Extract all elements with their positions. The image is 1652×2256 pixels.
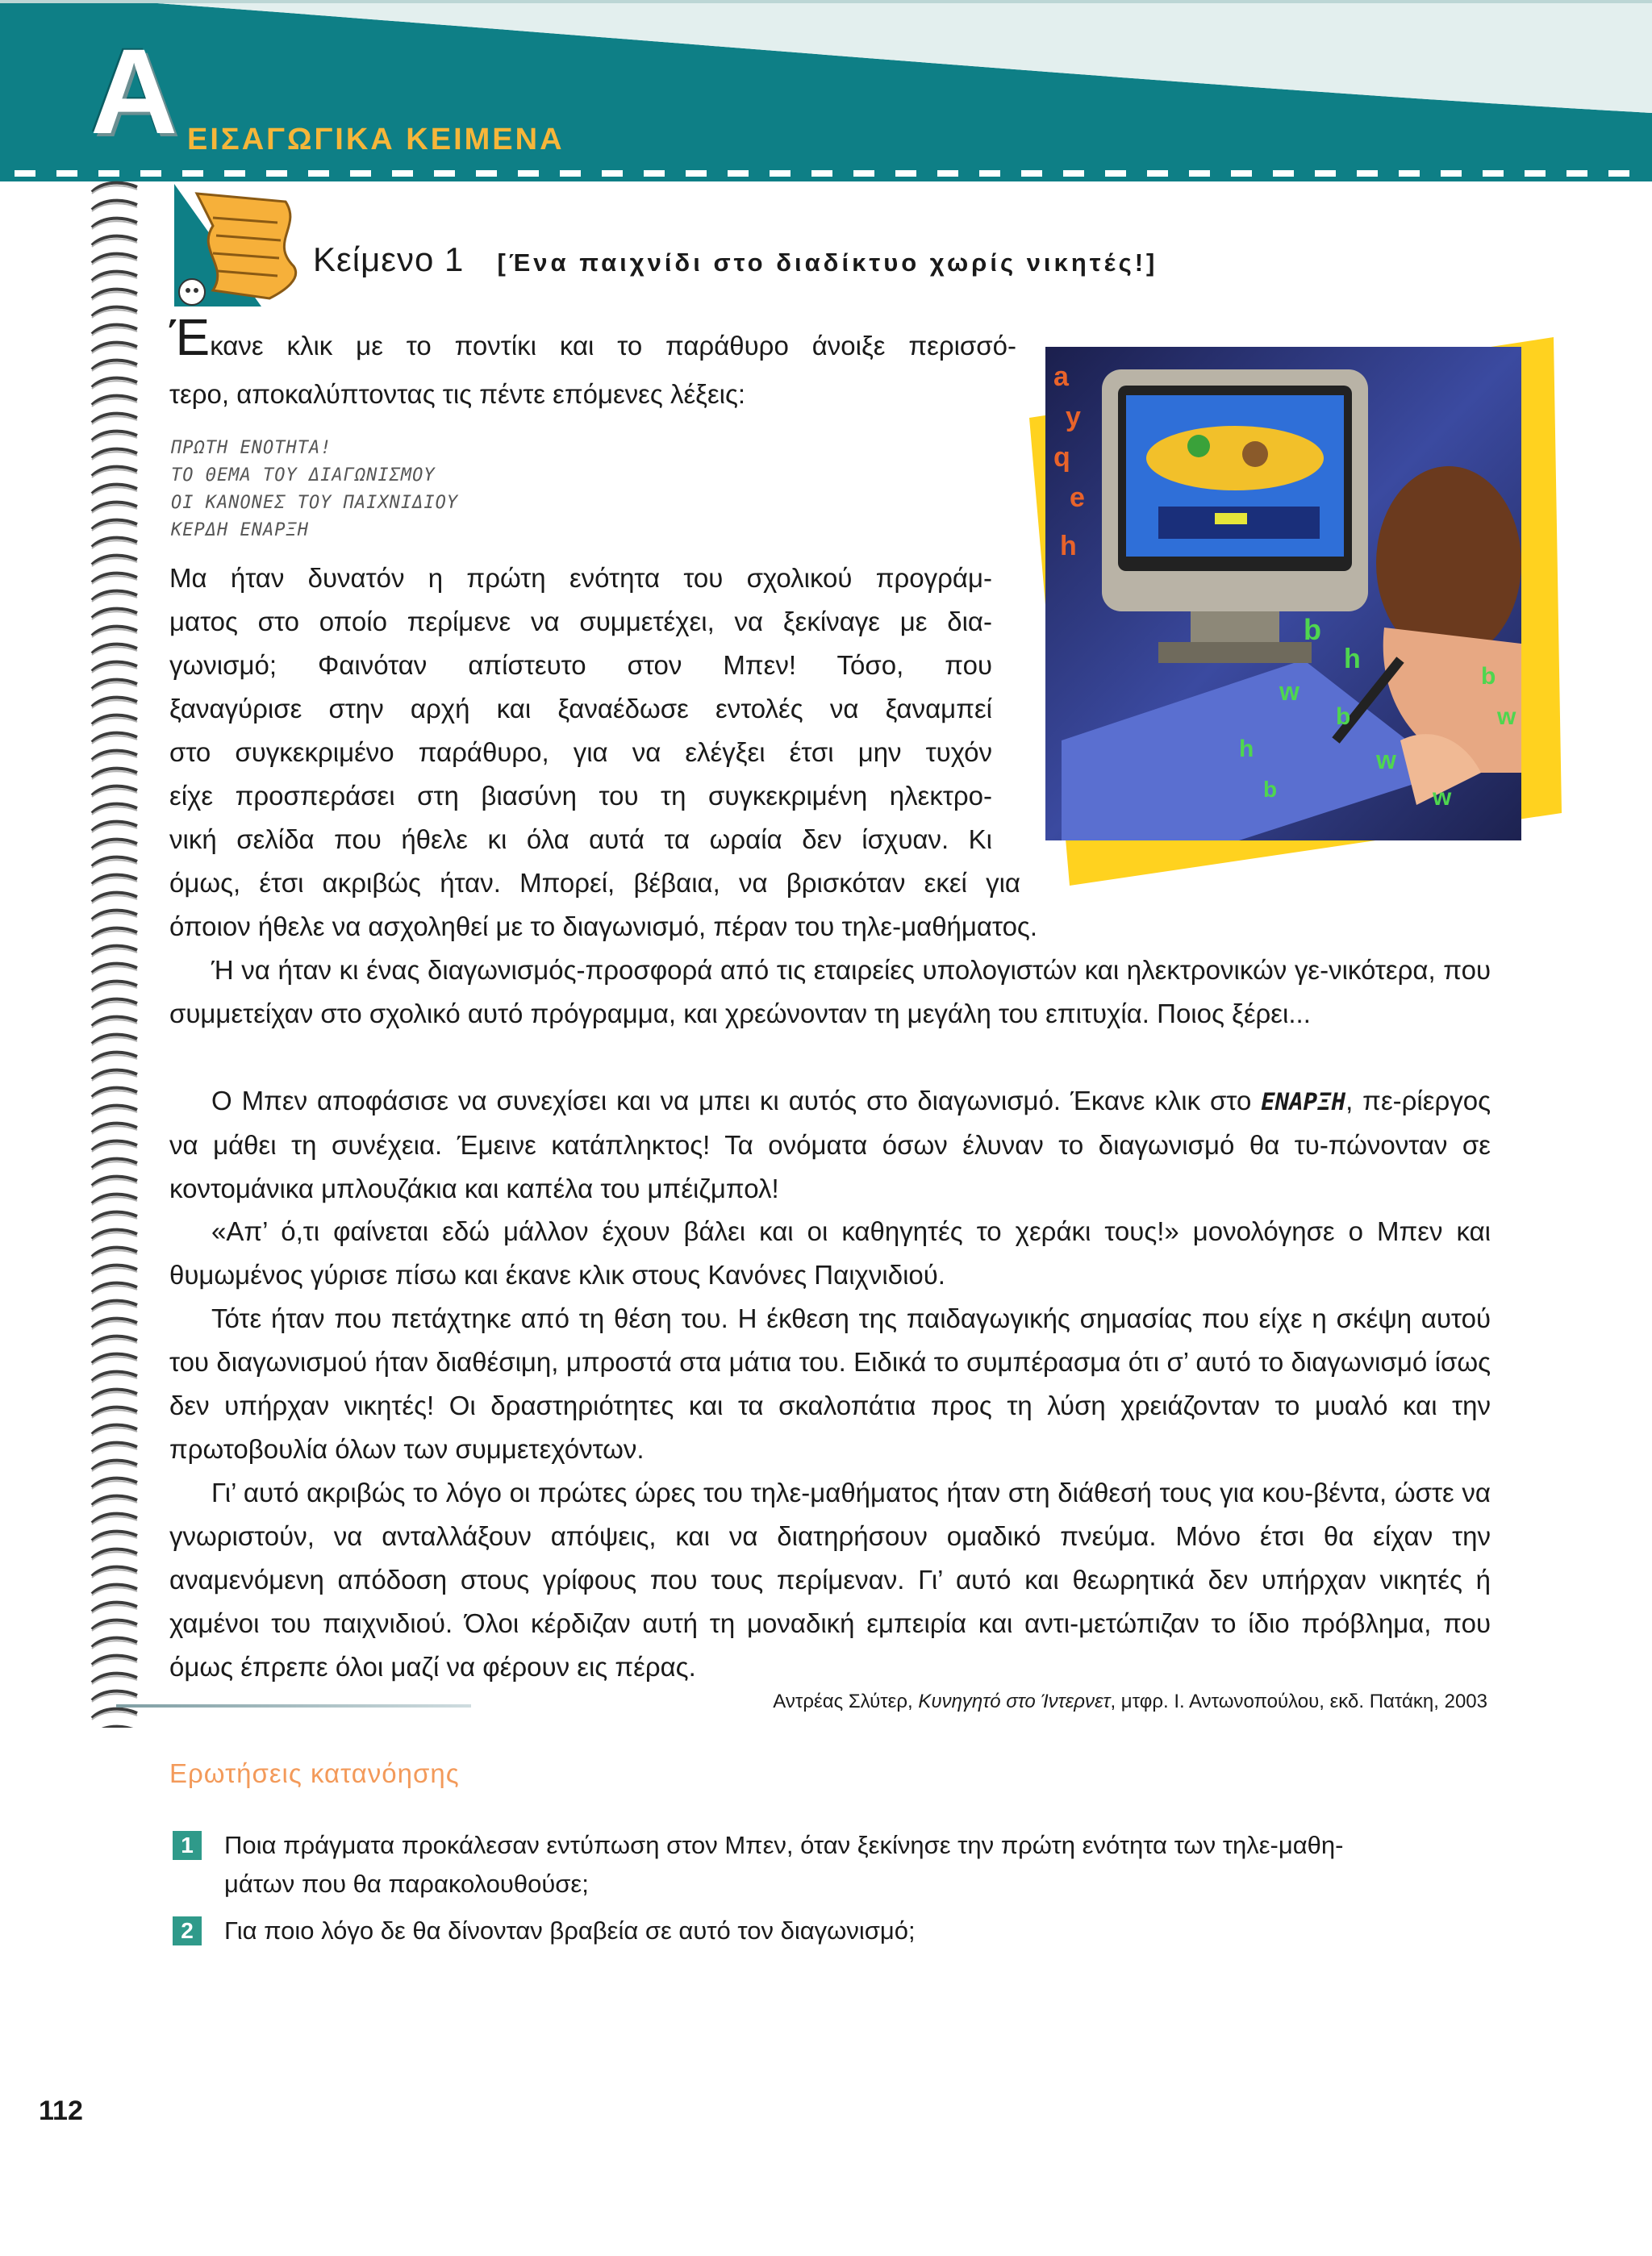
question-number-badge: 2 [173,1916,202,1945]
svg-text:b: b [1481,663,1496,690]
citation-rest: , μτφρ. Ι. Αντωνοπούλου, εκδ. Πατάκη, 2003 [1110,1691,1487,1712]
question-1-line-1: Ποια πράγματα προκάλεσαν εντύπωση στον Μπεν, όταν ξεκίνησε την πρώτη ενότητα των τηλε-μαθη- [224,1831,1344,1859]
dropcap: Έ [169,308,211,366]
question-2 [224,1912,1491,1950]
paragraph-1-line: νική σελίδα που ήθελε κι όλα αυτά τα ωραία δεν ίσχυαν. Κι [169,824,992,854]
paragraph-1-line: γωνισμό; Φαινόταν απίστευτο στον Μπεν! Τόσο, που [169,650,992,680]
svg-text:h: h [1060,531,1077,561]
svg-text:b: b [1263,777,1278,802]
text-heading [313,240,1158,279]
start-keyword: ΕΝΑΡΞΗ [1261,1088,1346,1115]
paragraph-5: Τότε ήταν που πετάχτηκε από τη θέση του. Η έκθεση της παιδαγωγικής σημασίας που είχε η σκέψη αυτού του διαγωνισμού ήταν διαθέσιμη, μπροστά στα μάτια του. Ειδικά το συμπέρασμα ότι σ’ αυτό το διαγωνισμό ίσως δεν υπήρχαν νικητές! Οι δραστηριότητες και τα σκαλοπάτια προς τη λύση χρειάζονταν το μυαλό και την πρωτοβουλία όλων των συμμετεχόντων. [169,1303,1491,1464]
svg-text:a: a [1053,361,1069,392]
menu-word: ΤΟ ΘΕΜΑ ΤΟΥ ΔΙΑΓΩΝΙΣΜΟΥ [171,465,436,486]
intro-line-1 [169,308,1016,368]
paragraph-1-line: είχε προσπεράσει στη βιασύνη του τη συγκεκριμένη ηλεκτρο- [169,781,992,811]
illustration-photo [997,321,1562,902]
paragraph-1-line: ξαναγύρισε στην αρχή και ξαναέδωσε εντολές να ξαναμπεί [169,694,992,724]
svg-text:w: w [1376,745,1396,774]
paragraph-1-line: ματος στο οποίο περίμενε να συμμετέχει, να ξεκίναγε με δια- [169,607,992,636]
svg-text:w: w [1279,677,1299,706]
spiral-binding [87,179,144,1728]
menu-word: ΠΡΩΤΗ ΕΝΟΤΗΤΑ! [171,438,332,458]
svg-text:h: h [1239,736,1254,762]
text-subtitle: [Ένα παιχνίδι στο διαδίκτυο χωρίς νικητές!] [497,248,1158,277]
paragraph-3-after: , πε-ρίεργος να μάθει τη συνέχεια. Έμεινε κατάπληκτος! Τα ονόματα όσων έλυναν το διαγωνισμό θα τυ-πώνονταν σε κοντομάνικα μπλουζάκια και καπέλα του μπέιζμπολ! [169,1086,1491,1203]
paragraph-1-line: στο συγκεκριμένο παράθυρο, για να ελέγξει έτσι μην τυχόν [169,737,992,767]
question-1-line-2: μάτων που θα παρακολουθούσε; [224,1870,589,1898]
page-header [0,0,1652,194]
paragraph-1-line: όμως, έτσι ακριβώς ήταν. Μπορεί, βέβαια, να βρισκόταν εκεί για [169,868,1020,898]
paragraph-1-line: Μα ήταν δυνατόν η πρώτη ενότητα του σχολικού προγράμ- [169,563,992,593]
svg-text:w: w [1433,784,1452,811]
divider-line [116,1704,471,1708]
questions-title: Ερωτήσεις κατανόησης [169,1758,460,1788]
citation [773,1691,1487,1713]
paragraph-4: «Απ’ ό,τι φαίνεται εδώ μάλλον έχουν βάλει και οι καθηγητές το χεράκι τους!» μονολόγησε ο Μπεν και θυμωμένος γύρισε πίσω και έκανε κλικ στους Κανόνες Παιχνιδιού. [169,1216,1491,1290]
svg-text:q: q [1053,442,1070,473]
question-2-line-1: Για ποιο λόγο δε θα δίνονταν βραβεία σε αυτό τον διαγωνισμό; [224,1916,916,1945]
page-number: 112 [39,2095,83,2126]
menu-word: ΟΙ ΚΑΝΟΝΕΣ ΤΟΥ ΠΑΙΧΝΙΔΙΟΥ [171,493,459,513]
question-number-badge: 1 [173,1831,202,1860]
scroll-icon [165,177,334,306]
svg-text:b: b [1304,613,1321,646]
citation-title: Κυνηγητό στο Ίντερνετ [918,1691,1111,1712]
paragraph-3-before: Ο Μπεν αποφάσισε να συνεχίσει και να μπει κι αυτός στο διαγωνισμό. Έκανε κλικ στο [211,1086,1262,1115]
svg-text:h: h [1344,644,1361,674]
paragraph-1-last-line: όποιον ήθελε να ασχοληθεί με το διαγωνισμό, πέραν του τηλε-μαθήματος. [169,911,1037,941]
svg-text:b: b [1336,703,1351,730]
section-title: ΕΙΣΑΓΩΓΙΚΑ ΚΕΙΜΕΝΑ [187,123,565,156]
question-1 [224,1826,1491,1904]
header-banner [0,0,1652,194]
svg-text:e: e [1070,482,1085,513]
svg-text:y: y [1066,402,1081,432]
text-label: Κείμενο 1 [313,240,465,278]
intro-line-2: τερο, αποκαλύπτοντας τις πέντε επόμενες λέξεις: [169,379,746,409]
paragraph-6: Γι’ αυτό ακριβώς το λόγο οι πρώτες ώρες του τηλε-μαθήματος ήταν στη διάθεσή τους για κου-βέντα, ώστε να γνωριστούν, να ανταλλάξουν απόψεις, και να διατηρήσουν ομαδικό πνεύμα. Μόνο έτσι θα είχαν την αναμενόμενη απόδοση στους γρίφους που τους περίμεναν. Γι’ αυτό και θεωρητικά δεν υπήρχαν νικητές ή χαμένοι του παιχνιδιού. Όλοι κέρδιζαν αυτή τη μοναδική εμπειρία και αντι-μετώπιζαν το ίδιο πρόβλημα, που όμως έπρεπε όλοι μαζί να φέρουν εις πέρας. [169,1478,1491,1682]
paragraph-3 [169,1079,1491,1211]
paragraph-2: Ή να ήταν κι ένας διαγωνισμός-προσφορά από τις εταιρείες υπολογιστών και ηλεκτρονικών γε-νικότερα, που συμμετείχαν στο σχολικό αυτό πρόγραμμα, και χρεώνονταν τη μεγάλη του επιτυχία. Ποιος ξέρει... [169,955,1491,1028]
menu-word: ΚΕΡΔΗ ΕΝΑΡΞΗ [171,520,309,540]
intro-line-1-text: κανε κλικ με το ποντίκι και το παράθυρο άνοιξε περισσό- [210,331,1016,361]
svg-text:w: w [1497,703,1516,730]
section-letter: Α [90,23,178,159]
citation-author: Αντρέας Σλύτερ, [773,1691,919,1712]
